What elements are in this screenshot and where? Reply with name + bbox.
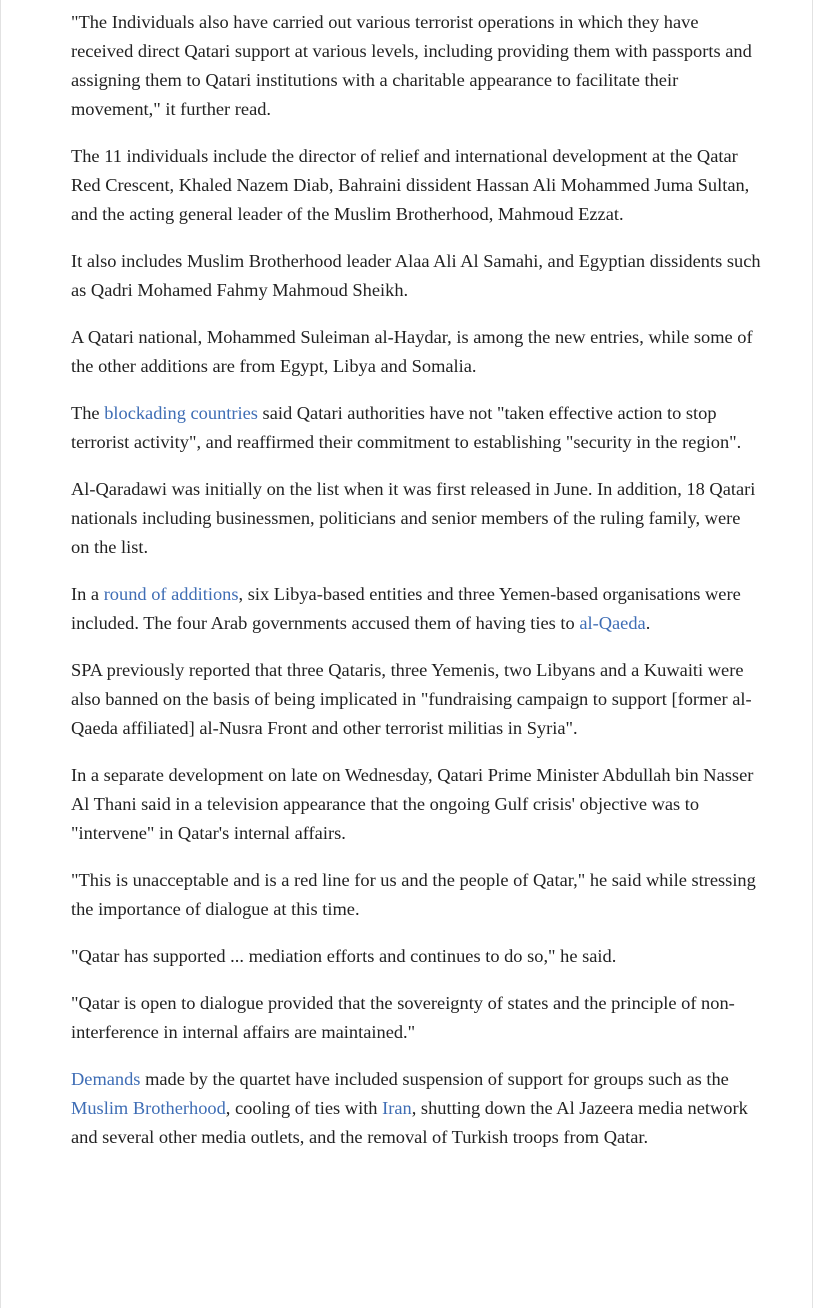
paragraph-11: [71, 942, 761, 971]
paragraph-6: [71, 475, 761, 562]
paragraph-text: The: [71, 403, 105, 423]
paragraph-text: In a separate development on late on Wednesday, Qatari Prime Minister Abdullah bin Nasser Al Thani said in a television appearance that the ongoing Gulf crisis' objective was to "intervene" in Qatar's internal affairs.: [71, 765, 754, 843]
paragraph-8: [71, 656, 761, 743]
paragraph-5: [71, 399, 761, 457]
paragraph-2: [71, 142, 761, 229]
paragraph-12: [71, 989, 761, 1047]
paragraph-text: "Qatar has supported ... mediation efforts and continues to do so," he said.: [71, 946, 617, 966]
paragraph-text: .: [645, 613, 651, 633]
paragraph-text: , shutting down the Al Jazeera media network and several other media outlets, and the removal of Turkish troops from Qatar.: [71, 1098, 748, 1147]
paragraph-text: , cooling of ties with: [225, 1098, 383, 1118]
paragraph-10: [71, 866, 761, 924]
paragraph-1: [71, 8, 761, 124]
paragraph-text: Al-Qaradawi was initially on the list when it was first released in June. In addition, 18 Qatari nationals including businessmen, politicians and senior members of the ruling family, were on the list.: [71, 479, 756, 557]
link-blockading-countries[interactable]: blockading countries: [104, 403, 258, 423]
paragraph-text: said Qatari authorities have not "taken effective action to stop terrorist activity", and reaffirmed their commitment to establishing "security in the region".: [71, 403, 742, 452]
link-al-qaeda[interactable]: al-Qaeda: [579, 613, 646, 633]
paragraph-text: SPA previously reported that three Qataris, three Yemenis, two Libyans and a Kuwaiti were also banned on the basis of being implicated in "fundraising campaign to support [former al-Qaeda affiliated] al-Nusra Front and other terrorist militias in Syria".: [71, 660, 752, 738]
paragraph-3: [71, 247, 761, 305]
paragraph-text: "The Individuals also have carried out various terrorist operations in which they have received direct Qatari support at various levels, including providing them with passports and assigning them to Qatari institutions with a charitable appearance to facilitate their movement," it further read.: [71, 12, 752, 119]
link-muslim-brotherhood[interactable]: Muslim Brotherhood: [71, 1098, 226, 1118]
link-demands[interactable]: Demands: [71, 1069, 141, 1089]
paragraph-text: , six Libya-based entities and three Yemen-based organisations were included. The four Arab governments accused them of having ties to: [71, 584, 741, 633]
paragraph-text: The 11 individuals include the director of relief and international development at the Qatar Red Crescent, Khaled Nazem Diab, Bahraini dissident Hassan Ali Mohammed Juma Sultan, and the acting general leader of the Muslim Brotherhood, Mahmoud Ezzat.: [71, 146, 750, 224]
paragraph-7: [71, 580, 761, 638]
paragraph-text: It also includes Muslim Brotherhood leader Alaa Ali Al Samahi, and Egyptian dissidents such as Qadri Mohamed Fahmy Mahmoud Sheikh.: [71, 251, 761, 300]
paragraph-text: made by the quartet have included suspension of support for groups such as the: [140, 1069, 729, 1089]
article-body: [71, 8, 761, 1170]
link-round-of-additions[interactable]: round of additions: [103, 584, 239, 604]
paragraph-text: "This is unacceptable and is a red line for us and the people of Qatar," he said while stressing the importance of dialogue at this time.: [71, 870, 756, 919]
paragraph-text: In a: [71, 584, 104, 604]
paragraph-text: A Qatari national, Mohammed Suleiman al-Haydar, is among the new entries, while some of the other additions are from Egypt, Libya and Somalia.: [71, 327, 753, 376]
paragraph-13: [71, 1065, 761, 1152]
paragraph-text: "Qatar is open to dialogue provided that the sovereignty of states and the principle of non-interference in internal affairs are maintained.": [71, 993, 735, 1042]
link-iran[interactable]: Iran: [382, 1098, 412, 1118]
paragraph-9: [71, 761, 761, 848]
paragraph-4: [71, 323, 761, 381]
